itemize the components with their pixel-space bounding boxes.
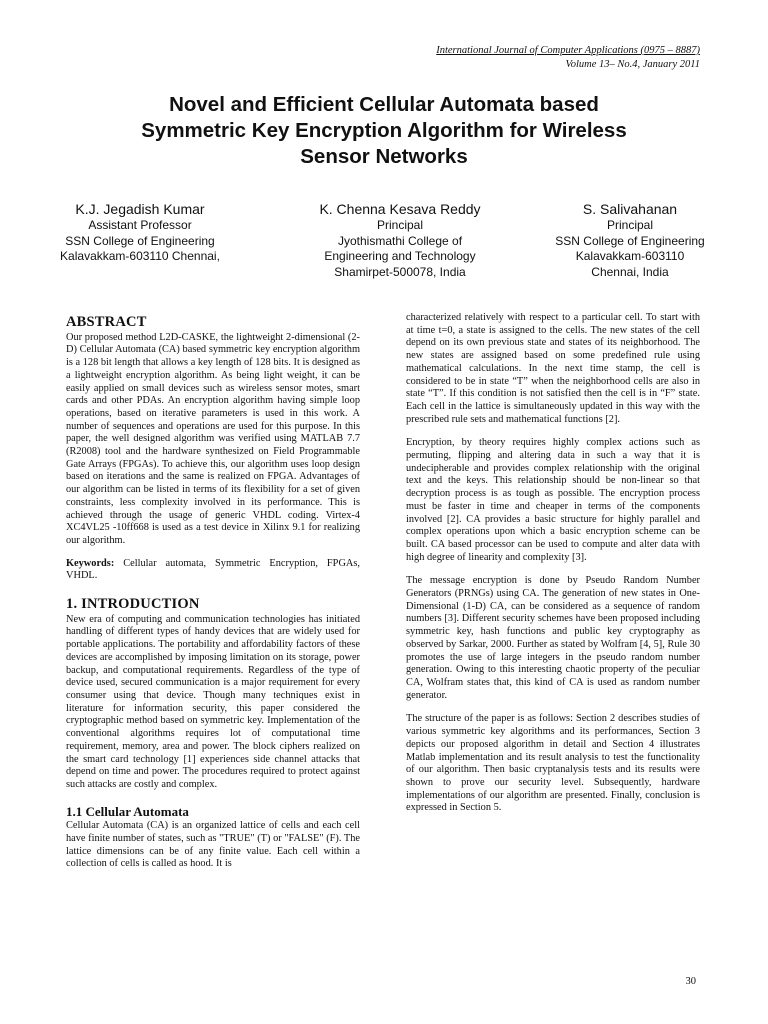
author-affiliation: Kalavakkam-603110 Chennai, [60, 249, 220, 263]
title-line: Sensor Networks [300, 145, 468, 168]
author-affiliation: Shamirpet-500078, India [334, 264, 466, 279]
journal-header [436, 44, 700, 72]
cellular-automata-text: Cellular Automata (CA) is an organized lattice of cells and each cell have finite number of states, such as "TRUE" (T) or "FALSE" (F). The lattice dimensions can be of any finite value. Each cell within a collection of cells is called as hood. It is [66, 820, 360, 870]
author-affiliation: SSN College of Engineering [65, 233, 215, 248]
keywords-text: Cellular automata, Symmetric Encryption, FPGAs, VHDL. [66, 557, 360, 582]
author-affiliation: Kalavakkam-603110 [575, 249, 685, 263]
author-name: K.J. Jegadish Kumar [75, 201, 205, 217]
journal-volume: Volume 13– No.4, January 2011 [565, 59, 700, 70]
author-name: K. Chenna Kesava Reddy [319, 201, 481, 217]
left-column [66, 312, 360, 871]
cellular-automata-heading: 1.1 Cellular Automata [66, 803, 189, 819]
keywords-label: Keywords: [66, 557, 115, 569]
author-affiliation: Engineering and Technology [324, 249, 476, 263]
author-affiliation: Chennai, India [591, 264, 669, 279]
introduction-text: New era of computing and communication technologies has initiated handling of different types of handy devices that are widely used for portable applications. The portability and affordability factors of these devices are accomplished by imposing limitation on its storage, power backup, and computational requirements. Regardless of the type of device used, secured communication is a major requirement for every consumer using that device. Though many techniques exist in literature for information security, this paper considered the cryptographic method based on symmetric key. Implementation of the conventional algorithms requires lot of computational time requirement, memory, area and power. The block ciphers realized on the smart card technology [1] experiences side channel attacks that depend on time and power. The procedures required to protect against such attacks are costly and complex. [66, 613, 360, 790]
body-paragraph: The structure of the paper is as follows: Section 2 describes studies of various symmetric key algorithms and its performances, Section 3 depicts our proposed algorithm in detail and Section 4 illustrates Matlab implementation and its result analysis to test the functionality of our algorithm. Then basic cryptanalysis tests and its results were shown to prove our security level. Subsequently, hardware implementations of our algorithm are presented. Finally, conclusion is expressed in Section 5. [406, 713, 700, 814]
right-column [406, 312, 700, 815]
abstract-heading: ABSTRACT [66, 314, 147, 330]
author-role: Principal [376, 218, 424, 232]
introduction-heading: 1. INTRODUCTION [66, 596, 200, 613]
title-line: Novel and Efficient Cellular Automata based [169, 93, 599, 116]
author-name: S. Salivahanan [582, 201, 678, 217]
abstract-text: Our proposed method L2D-CASKE, the lightweight 2-dimensional (2-D) Cellular Automata (CA) based symmetric key encryption algorithm is a 128 bit length that allows a key length of 128 bits. It is designed as a lightweight encryption algorithm. As being light weight, it can be easily applied on small devices such as wireless sensor motes, smart cards and other PDAs. An encryption algorithm having simple loop operations, based on iterative parameters is used in this work. A number of sequences and operations are used for this purpose. In this paper, the well designed algorithm was verified using MATLAB 7.7 (R2008) tool and the hardware synthesized on Field Programmable Gate Arrays (FPGAs). To achieve this, our algorithm uses loop design based on iterations and the same is realized on FPGA. Advantages of our algorithm can be listed in terms of its flexibility for a set of given constraints, less complexity involved in its performance. This is achieved through the usage of generic VHDL coding. Virtex-4 XC4VL25 -10ff668 is used as a test device in Xilinx 9.1 for realizing our algorithm. [66, 331, 360, 546]
author-2 [270, 200, 530, 280]
author-block [40, 200, 740, 280]
author-affiliation: Jyothismathi College of [337, 233, 463, 248]
body-paragraph: Encryption, by theory requires highly complex actions such as permuting, flipping and altering data in such a way that it is undecipherable and provides complex relationship with the original text and the keys. This relationship should be non-linear so that decryption process is as tough as possible. The encryption process must be faster in time and cheaper in terms of the components involved [2]. CA provides a basic structure for highly parallel and complex operations upon which a basic encryption scheme can be built. CA based processor can be used to compute and alter data with high degree of linearity and complexity [3]. [406, 437, 700, 563]
author-affiliation: SSN College of Engineering [555, 233, 705, 248]
journal-name: International Journal of Computer Applications (0975 – 8887) [436, 45, 700, 56]
body-paragraph: The message encryption is done by Pseudo Random Number Generators (PRNGs) using CA. The generation of new states in One-Dimensional (1-D) CA, can be considered as a sequence of random numbers [3]. Different security schemes have been proposed including symmetric key, hash functions and public key cryptography as observed by Sarkar, 2000. Further as stated by Wolfram [4, 5], Rule 30 promotes the use of large integers in the pseudo random number generation. Owing to this interesting chaotic property of the peculiar CA, Wolfram states that, this kind of CA is used as random number generator. [406, 575, 700, 701]
author-1 [40, 200, 240, 280]
page-number: 30 [685, 976, 696, 987]
body-paragraph: characterized relatively with respect to a particular cell. To start with at time t=0, a state is assigned to the cells. The new states of the cell depend on its own previous state and states of its neighborhood. The new states are assigned based on some predefined rule using mathematical calculations. In the next time stamp, the cell is considered to be in state “T” when the neighborhood cells are also in state “T”. If this condition is not satisfied then the cell is in “F” state. Each cell in the lattice is simultaneously updated in this way with the prescribed rule sets and mathematical functions [2]. [406, 312, 700, 425]
author-role: Principal [606, 218, 654, 232]
paper-title [70, 92, 698, 170]
title-line: Symmetric Key Encryption Algorithm for Wireless [141, 119, 627, 142]
author-3 [530, 200, 730, 280]
keywords [66, 558, 360, 583]
author-role: Assistant Professor [88, 218, 192, 232]
